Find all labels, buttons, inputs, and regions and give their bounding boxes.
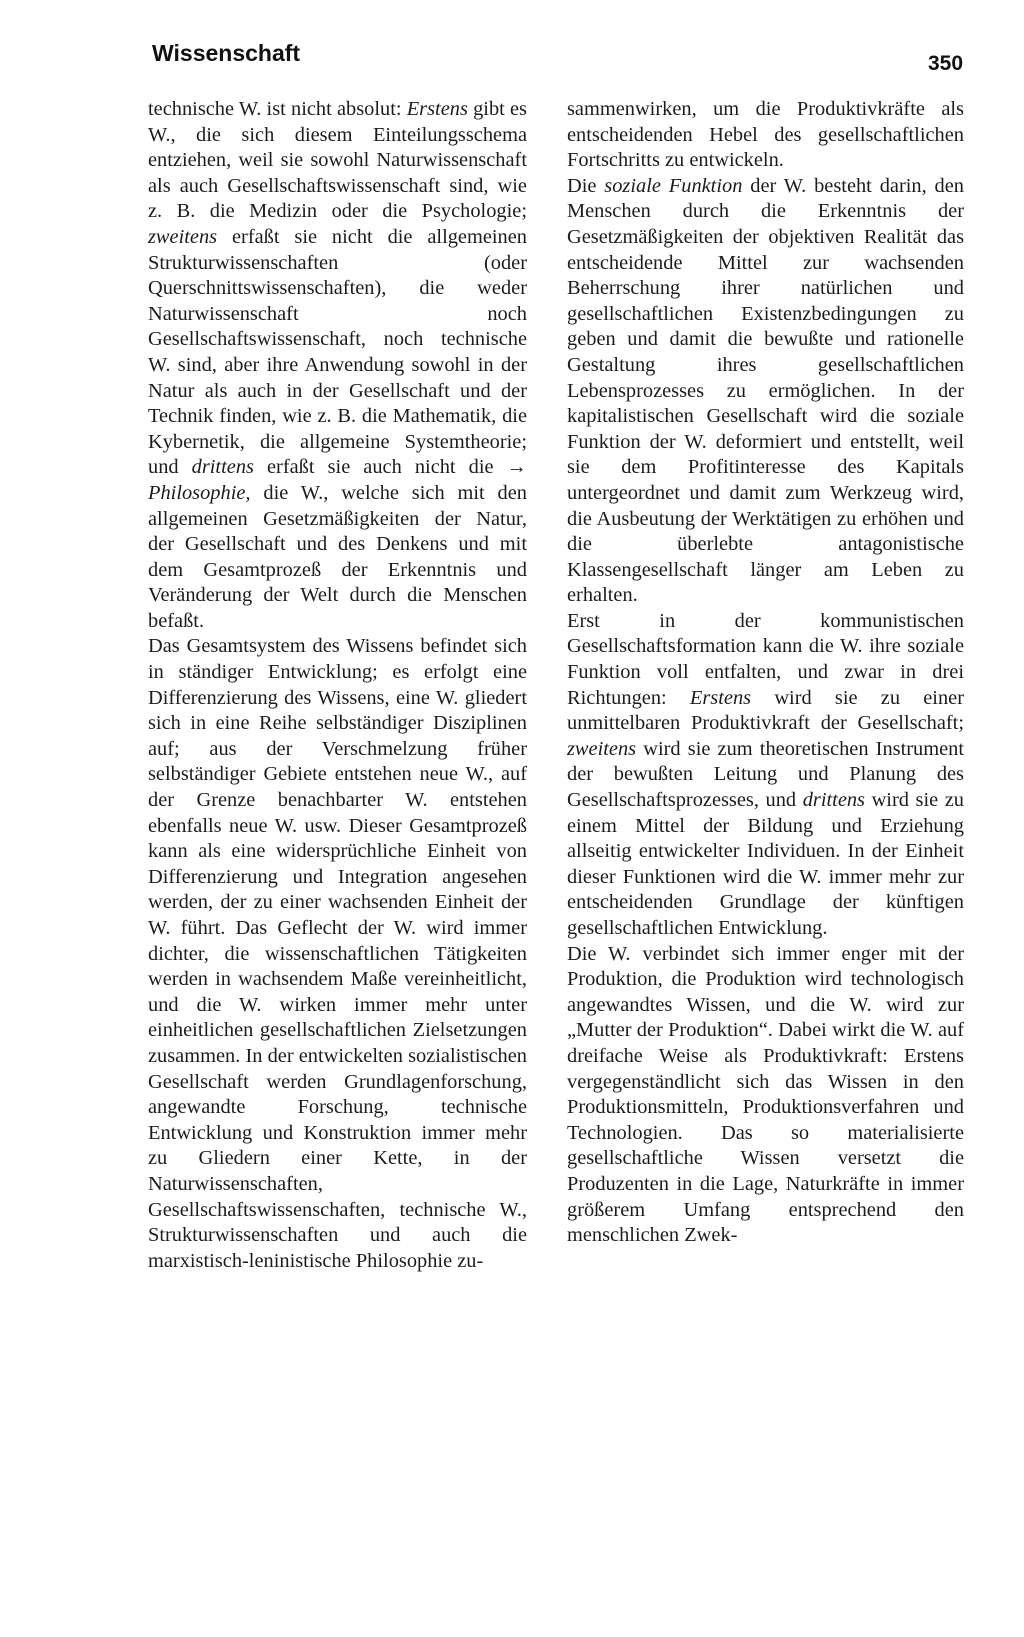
paragraph: Die W. verbindet sich immer enger mit der Produktion, die Produktion wird technologisch angewandtes Wissen, und die W. wird zur „Mutter der Produktion“. Dabei wirkt die W. auf dreifache Weise als Produktivkraft: Erstens vergegenständlicht sich das Wissen in den Produktionsmitteln, Produktionsverfahren und Technologien. Das so materialisierte gesellschaftliche Wissen versetzt die Produzenten in die Lage, Naturkräfte in immer größerem Umfang entsprechend den menschlichen Zwek- [567, 942, 964, 1247]
cross-reference-link[interactable]: Philosophie, [148, 481, 251, 504]
paragraph: Die soziale Funktion der W. besteht darin, den Menschen durch die Erkenntnis der Gesetzmäßigkeiten der objektiven Realität das entscheidende Mittel zur wachsenden Beherrschung ihrer natürlichen und gesellschaftlichen Existenzbedingungen zu geben und damit die bewußte und rationelle Gestaltung ihres gesellschaftlichen Lebensprozesses zu ermöglichen. In der kapitalistischen Gesellschaft wird die soziale Funktion der W. deformiert und entstellt, weil sie dem Profitinteresse des Kapitals untergeordnet und damit zum Werkzeug wird, die Ausbeutung der Werktätigen zu erhöhen und die überlebte antagonistische Klassengesellschaft länger am Leben zu erhalten. [567, 174, 964, 607]
paragraph: sammenwirken, um die Produktivkräfte als entscheidenden Hebel des gesellschaftlichen Fortschritts zu entwickeln. [567, 98, 964, 172]
page-number: 350 [928, 52, 964, 75]
cross-reference-arrow-icon: → [506, 456, 528, 479]
paragraph: technische W. ist nicht absolut: Erstens gibt es W., die sich diesem Einteilungsschema entziehen, weil sie sowohl Naturwissenschaft als auch Gesellschaftswissenschaft sind, wie z. B. die Medizin oder die Psychologie; zweitens erfaßt sie nicht die allgemeinen Strukturwissenschaften (oder Querschnittswissenschaften), die weder Naturwissenschaft noch Gesellschaftswissenschaft, noch technische W. sind, aber ihre Anwendung sowohl in der Natur als auch in der Gesellschaft und der Technik finden, wie z. B. die Mathematik, die Kybernetik, die allgemeine Systemtheorie; und drittens erfaßt sie auch nicht die → Philosophie, die W., welche sich mit den allgemeinen Gesetzmäßigkeiten der Natur, der Gesellschaft und des Denkens und mit dem Gesamtprozeß der Erkenntnis und Veränderung der Welt durch die Menschen befaßt. [148, 98, 528, 632]
paragraph: Erst in der kommunistischen Gesellschaftsformation kann die W. ihre soziale Funktion voll entfalten, und zwar in drei Richtungen: Erstens wird sie zu einer unmittelbaren Produktivkraft der Gesellschaft; zweitens wird sie zum theoretischen Instrument der bewußten Leitung und Planung des Gesellschaftsprozesses, und drittens wird sie zu einem Mittel der Bildung und Erziehung allseitig entwickelter Individuen. In der Einheit dieser Funktionen wird die W. immer mehr zur entscheidenden Grundlage der künftigen gesellschaftlichen Entwicklung. [567, 609, 964, 939]
left-column [148, 97, 527, 1274]
paragraph: Das Gesamtsystem des Wissens befindet sich in ständiger Entwicklung; es erfolgt eine Differenzierung des Wissens, eine W. gliedert sich in eine Reihe selbständiger Disziplinen auf; aus der Verschmelzung früher selbständiger Gebiete entstehen neue W., auf der Grenze benachbarter W. entstehen ebenfalls neue W. usw. Dieser Gesamtprozeß kann als eine widersprüchliche Einheit von Differenzierung und Integration angesehen werden, der zu einer wachsenden Einheit der W. führt. Das Geflecht der W. wird immer dichter, die wissenschaftlichen Tätigkeiten werden in wachsendem Maße vereinheitlicht, und die W. wirken immer mehr unter einheitlichen gesellschaftlichen Zielsetzungen zusammen. In der entwickelten sozialistischen Gesellschaft werden Grundlagenforschung, angewandte Forschung, technische Entwicklung und Konstruktion immer mehr zu Gliedern einer Kette, in der Naturwissenschaften, Gesellschaftswissenschaften, technische W., Strukturwissenschaften und auch die marxistisch-leninistische Philosophie zu- [148, 635, 527, 1272]
running-head: Wissenschaft [152, 40, 301, 66]
right-column [567, 97, 964, 1249]
